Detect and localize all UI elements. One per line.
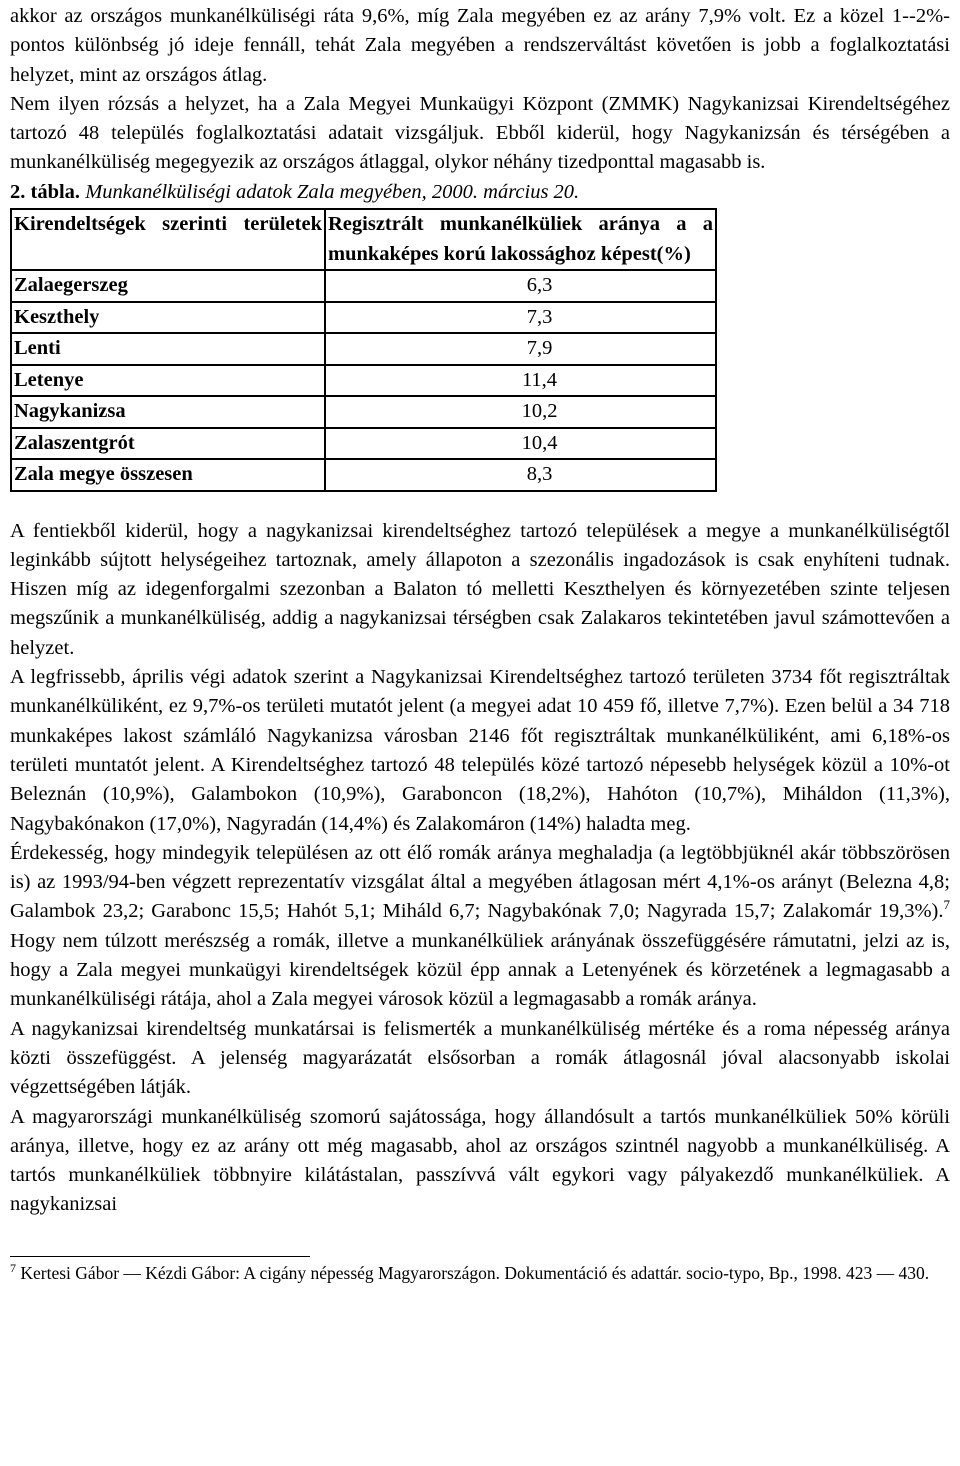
paragraph-roma-text: Érdekesség, hogy mindegyik településen az ott élő romák aránya meghaladja (a legtöbbjüknél akár többszörösen is) az 1993/94-ben végzett reprezentatív vizsgálat által a megyében átlagosan mért 4,1%-os arányt (Belezna 4,8; Galambok 23,2; Garabonc 15,5; Hahót 5,1; Miháld 6,7; Nagybakónak 7,0; Nagyrada 15,7; Zalakomár 19,3%). [10,841,950,923]
footnote-separator [10,1256,310,1257]
table-row [11,302,716,334]
table-cell-region: Zalaszentgrót [11,428,325,460]
table-row [11,365,716,397]
table-cell-rate: 7,3 [325,302,716,334]
paragraph-roma [10,839,950,1015]
table-header-rate: Regisztrált munkanélküliek aránya a a munkaképes korú lakossághoz képest(%) [325,209,716,270]
paragraph-1: akkor az országos munkanélküliségi ráta 9,6%, míg Zala megyében ez az arány 7,9% volt. Ez a közel 1--2%-pontos különbség jó ideje fennáll, tehát Zala megyében a rendszerváltást követően is jobb a foglalkoztatási helyzet, mint az országos átlag. [10,5,950,86]
footnote [10,1261,950,1285]
table-header-row [11,209,716,270]
table-cell-region: Nagykanizsa [11,396,325,428]
table-row [11,270,716,302]
table-row [11,459,716,491]
table-row [11,396,716,428]
table-caption-title: Munkanélküliségi adatok Zala megyében, 2000. március 20. [85,180,580,203]
paragraph-7: A magyarországi munkanélküliség szomorú sajátossága, hogy állandósult a tartós munkanélküliek 50% körüli aránya, illetve, hogy ez az arány ott még magasabb, ahol az országos szintnél nagyobb a munkanélküliség. A tartós munkanélküliek többnyire kilátástalan, passzívvá vált egykori vagy pályakezdő munkanélküliek. A nagykanizsai [10,1105,950,1216]
table-cell-region: Lenti [11,333,325,365]
table-cell-rate: 11,4 [325,365,716,397]
paragraph-2: Nem ilyen rózsás a helyzet, ha a Zala Megyei Munkaügyi Központ (ZMMK) Nagykanizsai Kirendeltségéhez tartozó 48 település foglalkoztatási adatait vizsgáljuk. Ebből kiderül, hogy Nagykanizsán és térségében a munkanélküliség megegyezik az országos átlaggal, olykor néhány tizedponttal magasabb is. [10,92,950,174]
table-cell-region: Zala megye összesen [11,459,325,491]
footnote-text: Kertesi Gábor — Kézdi Gábor: A cigány népesség Magyarországon. Dokumentáció és adattár. socio-typo, Bp., 1998. 423 — 430. [16,1262,930,1283]
table-cell-rate: 10,2 [325,396,716,428]
unemployment-table [10,208,717,492]
table-cell-rate: 10,4 [325,428,716,460]
table-cell-rate: 7,9 [325,333,716,365]
paragraph-6: A nagykanizsai kirendeltség munkatársai is felismerték a munkanélküliség mértéke és a roma népesség aránya közti összefüggést. A jelenség magyarázatát elsősorban a romák átlagosnál jóval alacsonyabb iskolai végzettségében látják. [10,1017,950,1099]
table-caption [10,178,950,207]
table-cell-region: Letenye [11,365,325,397]
table-cell-region: Zalaegerszeg [11,270,325,302]
table-header-region: Kirendeltségek szerinti területek [11,209,325,270]
table-cell-rate: 8,3 [325,459,716,491]
table-row [11,428,716,460]
footnote-reference: 7 [943,897,950,913]
table-cell-rate: 6,3 [325,270,716,302]
table-caption-label: 2. tábla. [10,180,81,203]
table-cell-region: Keszthely [11,302,325,334]
paragraph-roma-text-continued: Hogy nem túlzott merészség a romák, illetve a munkanélküliek arányának összefüggésére rámutatni, jelzi az is, hogy a Zala megyei munkaügyi kirendeltségek közül épp annak a Letenyének és körzetének a legmagasabb a munkanélküliségi rátája, ahol a Zala megyei városok közül a legmagasabb a romák aránya. [10,929,950,1011]
footnote-number: 7 [10,1260,16,1275]
table-row [11,333,716,365]
paragraph-3: A fentiekből kiderül, hogy a nagykanizsai kirendeltséghez tartozó települések a megye a munkanélküliségtől leginkább sújtott helységeihez tartoznak, amely állapoton a szezonális ingadozások is csak enyhíteni tudnak. Hiszen míg az idegenforgalmi szezonban a Balaton tó melletti Keszthelyen és környezetében szinte teljesen megszűnik a munkanélküliség, addig a nagykanizsai térségben csak Zalakaros tekintetében javul számottevően a helyzet. [10,519,950,659]
paragraph-4: A legfrissebb, április végi adatok szerint a Nagykanizsai Kirendeltséghez tartozó területen 3734 főt regisztráltak munkanélküliként, ez 9,7%-os területi mutatót jelent (a megyei adat 10 459 fő, illetve 7,7%). Ezen belül a 34 718 munkaképes lakost számláló Nagykanizsa városban 2146 főt regisztráltak munkanélküliként, ami 6,18%-os területi muntatót jelent. A Kirendeltséghez tartozó 48 település közé tartozó népesebb helységek közül a 10%-ot Beleznán (10,9%), Galambokon (10,9%), Garaboncon (18,2%), Hahóton (10,7%), Miháldon (11,3%), Nagybakónakon (17,0%), Nagyradán (14,4%) és Zalakomáron (14%) haladta meg. [10,666,950,835]
